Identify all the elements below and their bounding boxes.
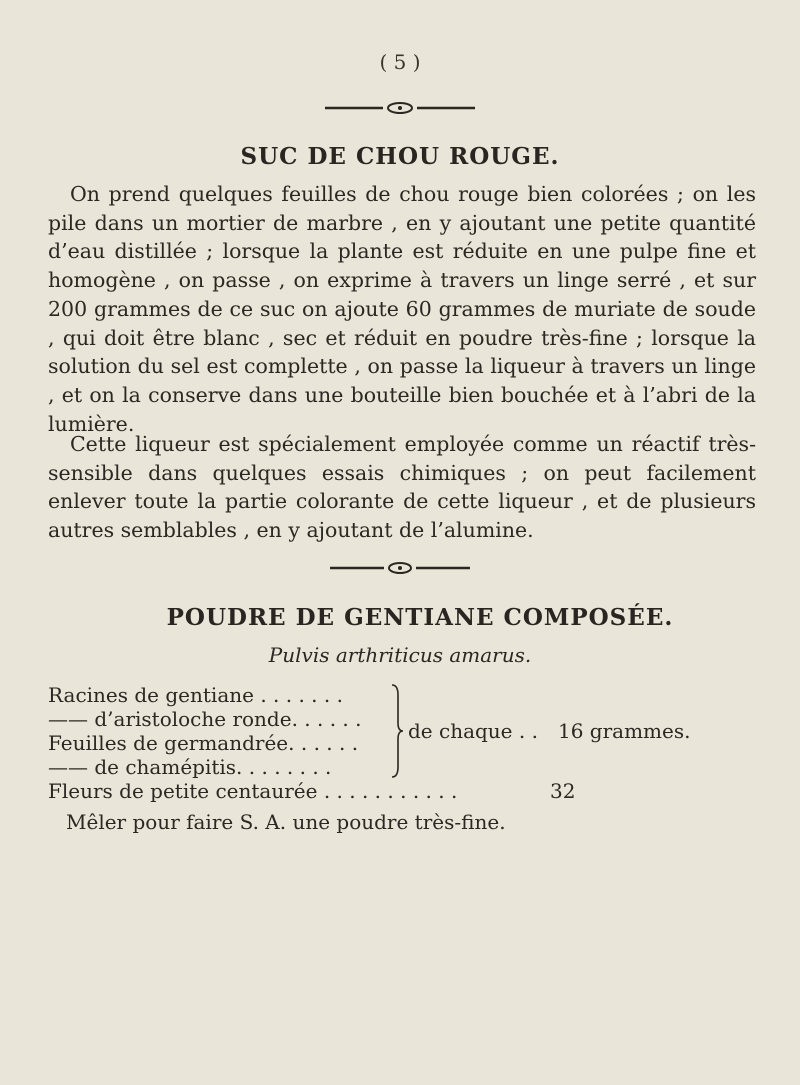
section-title: SUC DE CHOU ROUGE. <box>240 143 560 170</box>
section-subtitle: Pulvis arthriticus amarus. <box>268 643 532 667</box>
instruction-text: Mêler pour faire S. A. une poudre très-fine. <box>66 810 506 834</box>
paragraph: On prend quelques feuilles de chou rouge bien colorées ; on les pile dans un mortier de marbre , en y ajoutant une petite quantité d’eau distillée ; lorsque la plante est réduite en une pulpe fine et homogène , on passe , on exprime à travers un linge serré , et sur 200 grammes de ce suc on ajoute 60 grammes de muriate de soude , qui doit être blanc , sec et réduit en poudre très-fine ; lorsque la solution du sel est complette , on passe la liqueur à travers un linge , et on la conserve dans une bouteille bien bouchée et à l’abri de la lumière. <box>48 182 756 436</box>
ornament-divider-icon <box>325 100 475 116</box>
quantity-label: 32 <box>550 779 576 803</box>
ingredient-row: —— de chamépitis. . . . . . . . <box>48 755 332 779</box>
ornament-divider-icon <box>330 560 470 576</box>
ingredient-row: Fleurs de petite centaurée . . . . . . . . . . . <box>48 779 458 803</box>
each-label: de chaque . . <box>408 719 538 743</box>
page-number: ( 5 ) <box>379 50 421 74</box>
ingredient-row: Racines de gentiane . . . . . . . <box>48 683 343 707</box>
brace-icon <box>390 683 404 779</box>
section-title: POUDRE DE GENTIANE COMPOSÉE. <box>166 604 674 631</box>
ingredient-row: Feuilles de germandrée. . . . . . <box>48 731 359 755</box>
ingredient-list <box>48 683 768 803</box>
paragraph: Cette liqueur est spécialement employée comme un réactif très-sensible dans quelques essais chimiques ; on peut facilement enlever toute la partie colorante de cette liqueur , et de plusieurs autres semblables , en y ajoutant de l’alumine. <box>48 432 756 543</box>
quantity-label: 16 grammes. <box>558 719 691 743</box>
ingredient-row: —— d’aristoloche ronde. . . . . . <box>48 707 362 731</box>
